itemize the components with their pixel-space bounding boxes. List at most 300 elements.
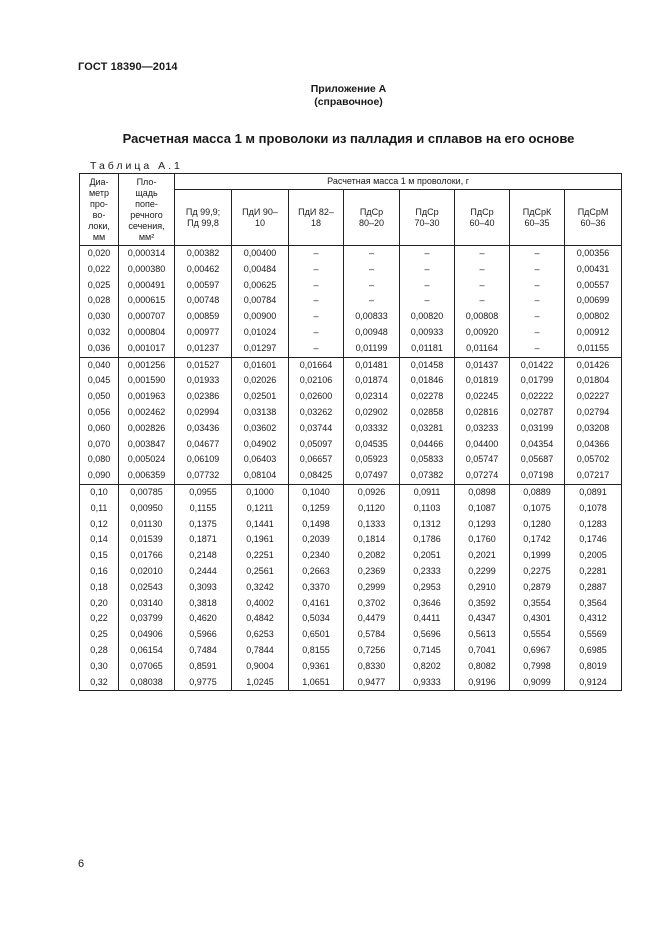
table-cell: 0,9477 [344,675,400,691]
table-cell: 0,5696 [400,627,455,643]
table-cell: 0,003847 [119,437,175,453]
table-cell: 0,00557 [565,278,622,294]
table-cell: – [455,246,510,262]
table-cell: 0,036 [80,341,119,357]
table-row [80,580,622,596]
table-cell: 0,6501 [289,627,344,643]
table-cell: 0,02501 [232,389,289,405]
table-cell: 0,08425 [289,468,344,484]
table-row [80,596,622,612]
table-cell: 0,9099 [510,675,565,691]
table-cell: – [400,246,455,262]
table-cell: 0,3646 [400,596,455,612]
table-cell: 0,05923 [344,452,400,468]
table-cell: 0,01874 [344,373,400,389]
table-cell: 0,04906 [119,627,175,643]
table-cell: 0,6253 [232,627,289,643]
table-cell: 0,20 [80,596,119,612]
table-cell: 0,03208 [565,421,622,437]
table-cell: 1,0245 [232,675,289,691]
table-cell: 0,0898 [455,484,510,500]
table-cell: 0,028 [80,293,119,309]
table-row [80,611,622,627]
table-cell: 0,04466 [400,437,455,453]
table-cell: 0,1999 [510,548,565,564]
table-cell: 0,03744 [289,421,344,437]
table-cell: 0,00484 [232,262,289,278]
table-cell: 0,4161 [289,596,344,612]
table-cell: – [510,341,565,357]
table-cell: 0,1760 [455,532,510,548]
table-cell: 0,01539 [119,532,175,548]
table-cell: 0,02787 [510,405,565,421]
table-cell: 0,01458 [400,357,455,373]
table-cell: 0,4312 [565,611,622,627]
table-cell: 0,3093 [175,580,232,596]
table-row [80,643,622,659]
table-cell: 0,2148 [175,548,232,564]
table-cell: 0,05097 [289,437,344,453]
table-cell: – [510,293,565,309]
table-row [80,246,622,262]
table-cell: 0,000314 [119,246,175,262]
table-row [80,325,622,341]
table-cell: 0,005024 [119,452,175,468]
table-cell: 0,00748 [175,293,232,309]
table-cell: 0,04354 [510,437,565,453]
table-cell: 0,01819 [455,373,510,389]
table-cell: 0,025 [80,278,119,294]
table-cell: 0,00920 [455,325,510,341]
table-cell: 0,03233 [455,421,510,437]
table-row [80,405,622,421]
table-cell: 0,02106 [289,373,344,389]
table-cell: 0,07274 [455,468,510,484]
table-cell: 0,07382 [400,468,455,484]
table-cell: 0,7256 [344,643,400,659]
header-alloy: ПдСрК 60–35 [510,190,565,246]
table-cell: 0,02278 [400,389,455,405]
table-cell: 0,05833 [400,452,455,468]
table-cell: 0,040 [80,357,119,373]
table-cell: 0,9361 [289,659,344,675]
table-cell: 0,000804 [119,325,175,341]
table-cell: 0,1961 [232,532,289,548]
table-cell: 0,00431 [565,262,622,278]
table-cell: 0,04902 [232,437,289,453]
table-cell: 0,030 [80,309,119,325]
table-cell: 0,4479 [344,611,400,627]
header-alloy: ПдСрМ 60–36 [565,190,622,246]
table-row [80,309,622,325]
header-group-mass: Расчетная масса 1 м проволоки, г [175,174,622,190]
table-row [80,532,622,548]
header-area: Пло- щадь попе- речного сечения, мм² [119,174,175,246]
table-cell: 0,08104 [232,468,289,484]
table-row [80,501,622,517]
table-cell: 0,3818 [175,596,232,612]
table-cell: 0,8082 [455,659,510,675]
table-cell: 0,11 [80,501,119,517]
table-cell: 0,9124 [565,675,622,691]
table-cell: 0,2281 [565,564,622,580]
table-cell: 0,001256 [119,357,175,373]
table-cell: 0,1312 [400,517,455,533]
appendix-subtitle: (справочное) [314,96,383,108]
table-cell: 0,05747 [455,452,510,468]
page-number: 6 [78,858,85,870]
table-cell: 0,4411 [400,611,455,627]
table-cell: – [289,278,344,294]
table-cell: 0,00784 [232,293,289,309]
table-cell: 0,04677 [175,437,232,453]
table-cell: 0,0955 [175,484,232,500]
table-cell: 0,07217 [565,468,622,484]
table-cell: 0,01481 [344,357,400,373]
table-cell: 0,15 [80,548,119,564]
table-cell: 0,03332 [344,421,400,437]
table-cell: 0,01181 [400,341,455,357]
table-cell: 0,02902 [344,405,400,421]
header-alloy: Пд 99,9; Пд 99,8 [175,190,232,246]
table-cell: 0,002462 [119,405,175,421]
table-cell: 0,2021 [455,548,510,564]
table-cell: 0,1871 [175,532,232,548]
table-cell: 0,01024 [232,325,289,341]
table-cell: 0,01799 [510,373,565,389]
table-cell: 0,01664 [289,357,344,373]
table-cell: 0,30 [80,659,119,675]
table-cell: 0,01766 [119,548,175,564]
table-cell: 0,1498 [289,517,344,533]
table-row [80,517,622,533]
table-cell: 0,16 [80,564,119,580]
table-cell: 0,006359 [119,468,175,484]
table-cell: 0,1075 [510,501,565,517]
table-cell: 0,1078 [565,501,622,517]
table-cell: 0,06154 [119,643,175,659]
header-diameter: Диа- метр про- во- локи, мм [80,174,119,246]
table-cell: 0,06657 [289,452,344,468]
table-cell: 0,1283 [565,517,622,533]
table-cell: 0,7041 [455,643,510,659]
table-cell: 0,3242 [232,580,289,596]
table-cell: 0,00802 [565,309,622,325]
table-cell: 0,01426 [565,357,622,373]
table-row [80,389,622,405]
table-cell: 0,00833 [344,309,400,325]
table-cell: 0,4002 [232,596,289,612]
table-label: Таблица А.1 [90,160,183,172]
table-cell: 0,00933 [400,325,455,341]
table-row [80,421,622,437]
table-cell: 0,00859 [175,309,232,325]
table-cell: 0,02816 [455,405,510,421]
table-cell: 0,00400 [232,246,289,262]
table-cell: 0,1103 [400,501,455,517]
table-cell: 0,3702 [344,596,400,612]
table-cell: 0,0889 [510,484,565,500]
table-row [80,659,622,675]
table-cell: 0,01933 [175,373,232,389]
table-cell: – [510,262,565,278]
table-cell: 0,1293 [455,517,510,533]
table-cell: 0,5569 [565,627,622,643]
table-cell: 0,10 [80,484,119,500]
table-cell: 0,2369 [344,564,400,580]
table-cell: 0,00808 [455,309,510,325]
table-cell: 0,03262 [289,405,344,421]
table-cell: 0,1746 [565,532,622,548]
table-row [80,627,622,643]
table-cell: 0,8155 [289,643,344,659]
table-cell: 0,1155 [175,501,232,517]
table-cell: – [289,325,344,341]
table-cell: 0,07732 [175,468,232,484]
table-cell: 0,6985 [565,643,622,659]
table-cell: 0,2340 [289,548,344,564]
table-cell: – [289,246,344,262]
table-cell: – [510,278,565,294]
table-cell: 0,01297 [232,341,289,357]
table-cell: 0,1333 [344,517,400,533]
table-cell: 0,080 [80,452,119,468]
table-cell: 0,00382 [175,246,232,262]
table-cell: 0,12 [80,517,119,533]
table-cell: 0,25 [80,627,119,643]
table-cell: – [344,262,400,278]
table-cell: 0,7844 [232,643,289,659]
table-cell: 0,090 [80,468,119,484]
table-cell: 0,00625 [232,278,289,294]
table-cell: 0,3564 [565,596,622,612]
table-cell: 0,001963 [119,389,175,405]
table-cell: 0,1280 [510,517,565,533]
table-cell: 0,1211 [232,501,289,517]
table-cell: 0,001017 [119,341,175,357]
table-cell: 0,03199 [510,421,565,437]
table-cell: 0,6967 [510,643,565,659]
table-cell: 0,2005 [565,548,622,564]
table-cell: 0,04400 [455,437,510,453]
table-cell: 0,01155 [565,341,622,357]
table-cell: 0,00900 [232,309,289,325]
table-cell: 0,03138 [232,405,289,421]
table-cell: 0,02026 [232,373,289,389]
table-cell: 0,07198 [510,468,565,484]
table-cell: – [455,293,510,309]
table-cell: – [289,293,344,309]
header-alloy: ПдИ 82– 18 [289,190,344,246]
table-cell: 0,02994 [175,405,232,421]
table-cell: 0,04366 [565,437,622,453]
table-row [80,675,622,691]
table-cell: 0,28 [80,643,119,659]
table-cell: 0,14 [80,532,119,548]
table-cell: 0,00977 [175,325,232,341]
table-cell: 1,0651 [289,675,344,691]
appendix-title: Приложение А [310,83,387,95]
table-cell: 0,2444 [175,564,232,580]
table-cell: – [289,309,344,325]
table-cell: 0,03602 [232,421,289,437]
page-title: Расчетная масса 1 м проволоки из палладия и сплавов на его основе [122,131,575,146]
table-cell: 0,2082 [344,548,400,564]
table-cell: 0,05702 [565,452,622,468]
table-cell: – [510,309,565,325]
table-cell: 0,5966 [175,627,232,643]
table-cell: – [344,293,400,309]
table-cell: 0,050 [80,389,119,405]
table-cell: 0,03799 [119,611,175,627]
table-cell: 0,06403 [232,452,289,468]
table-cell: – [344,246,400,262]
table-cell: – [455,262,510,278]
data-table [79,173,622,691]
header-alloy: ПдИ 90– 10 [232,190,289,246]
table-cell: 0,3370 [289,580,344,596]
table-cell: 0,01237 [175,341,232,357]
table-cell: 0,9196 [455,675,510,691]
table-cell: 0,02386 [175,389,232,405]
table-cell: 0,8202 [400,659,455,675]
table-cell: 0,2333 [400,564,455,580]
header-alloy: ПдСр 60–40 [455,190,510,246]
table-cell: 0,02010 [119,564,175,580]
table-cell: 0,0926 [344,484,400,500]
table-cell: 0,02227 [565,389,622,405]
table-cell: 0,00948 [344,325,400,341]
table-cell: 0,22 [80,611,119,627]
table-row [80,278,622,294]
table-cell: 0,00597 [175,278,232,294]
table-cell: 0,056 [80,405,119,421]
table-cell: 0,08038 [119,675,175,691]
table-cell: 0,3592 [455,596,510,612]
table-cell: 0,01527 [175,357,232,373]
table-cell: 0,001590 [119,373,175,389]
table-cell: 0,1375 [175,517,232,533]
table-cell: 0,01437 [455,357,510,373]
table-cell: 0,01804 [565,373,622,389]
table-cell: 0,070 [80,437,119,453]
table-cell: 0,5613 [455,627,510,643]
table-cell: 0,01199 [344,341,400,357]
header-alloy: ПдСр 80–20 [344,190,400,246]
table-cell: 0,02222 [510,389,565,405]
table-cell: 0,4842 [232,611,289,627]
table-cell: 0,2910 [455,580,510,596]
table-cell: 0,1814 [344,532,400,548]
table-cell: 0,002826 [119,421,175,437]
table-cell: 0,00462 [175,262,232,278]
table-cell: 0,2039 [289,532,344,548]
table-cell: 0,00820 [400,309,455,325]
table-row [80,548,622,564]
table-cell: 0,000707 [119,309,175,325]
table-cell: 0,000615 [119,293,175,309]
table-cell: 0,01601 [232,357,289,373]
table-cell: 0,06109 [175,452,232,468]
header-alloy: ПдСр 70–30 [400,190,455,246]
table-row [80,262,622,278]
table-cell: 0,00912 [565,325,622,341]
table-row [80,468,622,484]
table-cell: 0,00699 [565,293,622,309]
table-cell: 0,2887 [565,580,622,596]
table-cell: 0,2953 [400,580,455,596]
table-cell: 0,2299 [455,564,510,580]
table-cell: 0,00950 [119,501,175,517]
table-cell: 0,5554 [510,627,565,643]
table-cell: 0,02314 [344,389,400,405]
table-cell: 0,020 [80,246,119,262]
table-cell: – [289,341,344,357]
table-cell: 0,01422 [510,357,565,373]
table-cell: 0,8330 [344,659,400,675]
table-cell: 0,4620 [175,611,232,627]
table-cell: 0,8591 [175,659,232,675]
table-cell: 0,01164 [455,341,510,357]
table-cell: 0,03281 [400,421,455,437]
table-cell: 0,060 [80,421,119,437]
table-cell: – [510,246,565,262]
table-cell: 0,1087 [455,501,510,517]
table-cell: 0,5034 [289,611,344,627]
table-cell: 0,9333 [400,675,455,691]
table-cell: 0,05687 [510,452,565,468]
table-row [80,293,622,309]
table-cell: 0,02245 [455,389,510,405]
table-cell: 0,2275 [510,564,565,580]
table-cell: 0,02858 [400,405,455,421]
table-cell: 0,4347 [455,611,510,627]
table-cell: 0,7998 [510,659,565,675]
table-cell: 0,1040 [289,484,344,500]
table-cell: 0,03140 [119,596,175,612]
table-cell: 0,1441 [232,517,289,533]
table-cell: 0,000491 [119,278,175,294]
table-cell: 0,022 [80,262,119,278]
table-row [80,564,622,580]
table-cell: 0,4301 [510,611,565,627]
table-cell: 0,8019 [565,659,622,675]
table-cell: 0,07065 [119,659,175,675]
table-cell: 0,7484 [175,643,232,659]
table-cell: 0,2663 [289,564,344,580]
table-cell: 0,1786 [400,532,455,548]
table-cell: 0,1742 [510,532,565,548]
table-row [80,357,622,373]
table-row [80,437,622,453]
table-cell: 0,2879 [510,580,565,596]
table-cell: 0,2561 [232,564,289,580]
table-cell: 0,032 [80,325,119,341]
table-cell: 0,0911 [400,484,455,500]
table-row [80,484,622,500]
table-cell: 0,0891 [565,484,622,500]
table-cell: 0,9004 [232,659,289,675]
table-cell: 0,00785 [119,484,175,500]
table-cell: – [510,325,565,341]
appendix-heading [0,83,661,109]
table-cell: 0,000380 [119,262,175,278]
table-cell: 0,04535 [344,437,400,453]
table-cell: – [344,278,400,294]
table-cell: 0,2251 [232,548,289,564]
table-cell: – [289,262,344,278]
table-cell: 0,07497 [344,468,400,484]
